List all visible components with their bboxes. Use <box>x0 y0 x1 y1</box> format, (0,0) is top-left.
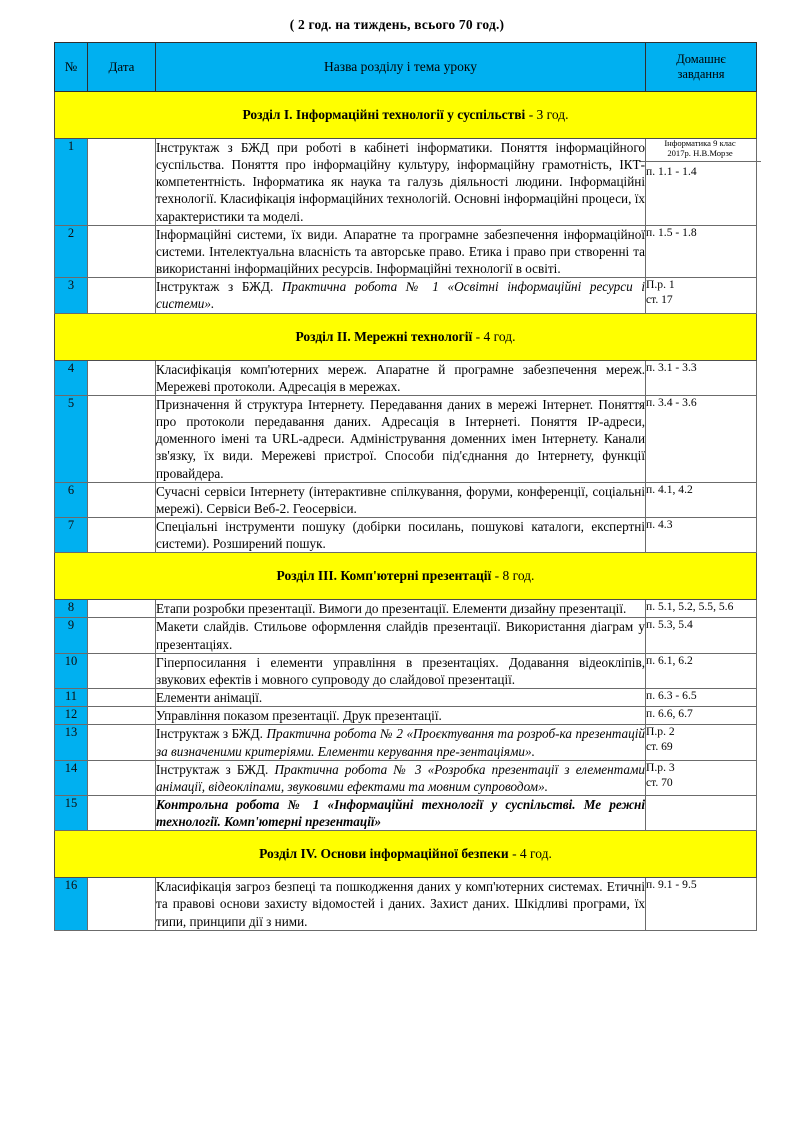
homework-reference: п. 3.1 - 3.3 <box>646 360 697 374</box>
table-row <box>55 878 757 930</box>
textbook-line-1: Інформатика 9 клас <box>664 138 736 148</box>
lesson-number-cell: 6 <box>55 482 88 517</box>
table-row <box>55 482 757 517</box>
lesson-theme-cell <box>156 139 646 226</box>
table-row <box>55 689 757 707</box>
lesson-theme-text: Управління показом презентації. Друк презентації. <box>156 708 442 724</box>
lesson-theme-cell <box>156 618 646 653</box>
homework-reference: п. 5.3, 5.4 <box>646 618 693 632</box>
homework-cell <box>646 600 757 618</box>
table-row <box>55 707 757 725</box>
lesson-date-cell[interactable] <box>88 878 156 930</box>
lesson-theme-text: Етапи розробки презентації. Вимоги до презентації. Елементи дизайну презентації. <box>156 601 627 617</box>
lesson-date-cell[interactable] <box>88 482 156 517</box>
section-heading-cell <box>55 831 757 878</box>
section-hours: - 3 год. <box>525 107 569 122</box>
table-row <box>55 618 757 653</box>
table-row <box>55 517 757 552</box>
homework-reference: п. 1.1 - 1.4 <box>646 164 697 178</box>
table-header-row <box>55 43 757 92</box>
homework-reference: п. 6.1, 6.2 <box>646 653 693 667</box>
lesson-theme-text: Елементи анімації. <box>156 690 263 706</box>
lesson-number-cell: 7 <box>55 517 88 552</box>
table-row <box>55 653 757 688</box>
section-heading-cell <box>55 553 757 600</box>
lesson-number-cell: 9 <box>55 618 88 653</box>
section-hours: - 4 год. <box>472 328 516 344</box>
table-row <box>55 360 757 395</box>
section-heading-row <box>55 831 757 878</box>
lesson-theme-cell <box>156 878 646 930</box>
lesson-number-cell: 8 <box>55 600 88 618</box>
table-body <box>55 43 757 931</box>
lesson-theme-cell <box>156 395 646 482</box>
homework-reference: п. 5.1, 5.2, 5.5, 5.6 <box>646 600 734 614</box>
lesson-theme-italic: Практична робота № 2 «Проєктування та розроб-ка презентацій за визначеними критеріями. Елементи керування пре-зентаціями». <box>156 726 645 759</box>
lesson-date-cell[interactable] <box>88 395 156 482</box>
lesson-theme-cell <box>156 689 646 707</box>
homework-textbook-note <box>639 138 761 162</box>
homework-cell <box>646 517 757 552</box>
homework-reference: П.р. 1 <box>646 278 675 292</box>
lesson-number-cell: 14 <box>55 760 88 795</box>
lesson-date-cell[interactable] <box>88 139 156 226</box>
homework-cell <box>646 689 757 707</box>
lesson-date-cell[interactable] <box>88 796 156 831</box>
lesson-date-cell[interactable] <box>88 653 156 688</box>
section-title: Розділ ІІ. Мережні технології <box>295 328 473 344</box>
curriculum-table <box>54 42 757 931</box>
section-heading-cell <box>55 313 757 360</box>
lesson-theme-cell <box>156 517 646 552</box>
lesson-theme-cell <box>156 360 646 395</box>
lesson-theme-prefix: Інструктаж з БЖД. <box>156 726 267 742</box>
lesson-number-cell: 12 <box>55 707 88 725</box>
column-header-date: Дата <box>88 43 156 92</box>
homework-reference: ст. 69 <box>646 740 673 754</box>
lesson-theme-cell <box>156 760 646 795</box>
lesson-date-cell[interactable] <box>88 278 156 313</box>
lesson-theme-cell <box>156 707 646 725</box>
homework-cell <box>646 653 757 688</box>
lesson-date-cell[interactable] <box>88 618 156 653</box>
table-row <box>55 278 757 313</box>
homework-reference: ст. 70 <box>646 775 673 789</box>
homework-reference: п. 4.3 <box>646 517 673 531</box>
section-title: Розділ ІІІ. Комп'ютерні презентації <box>276 568 492 584</box>
lesson-theme-text: Спеціальні інструменти пошуку (добірки посилань, пошукові каталоги, експертні системи). Розширений пошук. <box>156 518 645 552</box>
lesson-date-cell[interactable] <box>88 725 156 760</box>
homework-reference: п. 6.3 - 6.5 <box>646 689 697 703</box>
section-heading-row <box>55 313 757 360</box>
homework-reference: п. 9.1 - 9.5 <box>646 878 697 892</box>
section-heading-row <box>55 92 757 139</box>
textbook-line-2: 2017р. Н.В.Морзе <box>667 148 733 159</box>
section-hours: - 8 год. <box>491 568 535 584</box>
section-title: Розділ ІV. Основи інформаційної безпеки <box>259 846 509 862</box>
homework-cell <box>646 360 757 395</box>
homework-reference: ст. 17 <box>646 293 673 307</box>
section-title: Розділ І. Інформаційні технології у суспільстві <box>242 107 526 122</box>
lesson-number-cell: 3 <box>55 278 88 313</box>
homework-reference: п. 3.4 - 3.6 <box>646 395 697 409</box>
homework-cell <box>646 225 757 277</box>
homework-reference: П.р. 2 <box>646 725 675 739</box>
lesson-theme-cell <box>156 796 646 831</box>
lesson-number-cell: 16 <box>55 878 88 930</box>
column-header-theme: Назва розділу і тема уроку <box>156 43 646 92</box>
lesson-number-cell: 11 <box>55 689 88 707</box>
homework-reference: п. 1.5 - 1.8 <box>646 225 697 239</box>
lesson-number-cell: 10 <box>55 653 88 688</box>
lesson-theme-cell <box>156 653 646 688</box>
table-row <box>55 139 757 226</box>
lesson-number-cell: 13 <box>55 725 88 760</box>
table-row <box>55 395 757 482</box>
lesson-theme-text: Інформаційні системи, їх види. Апаратне та програмне забезпечення інформаційної системи. Інтелектуальна власність та авторське право. Етика і право при створенні та використанні інформаційних ресурсів. Інформаційні технології в освіті. <box>156 226 645 277</box>
section-heading-row <box>55 553 757 600</box>
section-heading-cell <box>55 92 757 139</box>
lesson-theme-text: Призначення й структура Інтернету. Передавання даних в мережі Інтернет. Поняття про протоколи передавання даних. Адресація в Інтернеті. Поняття IP-адреси, доменного імені та URL-адреси. Адміністрування доменних імен Інтернету. Канали зв'язку, їх види. Мережеві пристрої. Способи під'єднання до Інтернету, функції провайдера. <box>156 396 645 481</box>
homework-cell <box>646 395 757 482</box>
lesson-theme-cell <box>156 725 646 760</box>
homework-reference: п. 4.1, 4.2 <box>646 482 693 496</box>
lesson-date-cell[interactable] <box>88 360 156 395</box>
lesson-theme-cell <box>156 600 646 618</box>
page-title: ( 2 год. на тиждень, всього 70 год.) <box>289 17 505 32</box>
homework-cell <box>646 796 757 831</box>
lesson-theme-prefix: Інструктаж з БЖД. <box>156 761 275 777</box>
homework-cell <box>646 707 757 725</box>
lesson-theme-cell <box>156 278 646 313</box>
lesson-number-cell: 1 <box>55 139 88 226</box>
homework-reference: П.р. 3 <box>646 760 675 774</box>
homework-reference: п. 6.6, 6.7 <box>646 707 693 721</box>
lesson-theme-text: Класифікація комп'ютерних мереж. Апаратне й програмне забезпечення мереж. Мережеві протоколи. Адресація в мережах. <box>156 361 645 394</box>
table-row <box>55 600 757 618</box>
lesson-theme-italic: Практична робота № 3 «Розробка презентації з елементами анімації, відеокліпами, звуковими ефектами та мовним супроводом». <box>156 761 645 794</box>
section-hours: - 4 год. <box>508 846 552 862</box>
table-row <box>55 760 757 795</box>
column-header-homework <box>646 43 757 92</box>
lesson-date-cell[interactable] <box>88 600 156 618</box>
table-row <box>55 796 757 831</box>
lesson-number-cell: 15 <box>55 796 88 831</box>
lesson-number-cell: 2 <box>55 225 88 277</box>
lesson-theme-cell <box>156 225 646 277</box>
table-row <box>55 225 757 277</box>
lesson-date-cell[interactable] <box>88 225 156 277</box>
homework-cell <box>646 725 757 760</box>
lesson-theme-text: Макети слайдів. Стильове оформлення слайдів презентації. Використання діаграм у презентаціях. <box>156 619 645 652</box>
lesson-theme-cell <box>156 482 646 517</box>
lesson-date-cell[interactable] <box>88 517 156 552</box>
lesson-theme-prefix: Інструктаж з БЖД. <box>156 279 282 295</box>
homework-cell <box>646 139 757 226</box>
homework-header-line2: завдання <box>677 67 725 81</box>
lesson-theme-italic: Практична робота № 1 «Освітні інформаційні ресурси і системи». <box>156 279 645 312</box>
lesson-number-cell: 5 <box>55 395 88 482</box>
lesson-date-cell[interactable] <box>88 689 156 707</box>
homework-cell <box>646 878 757 930</box>
lesson-theme-bolditalic: Контрольна робота № 1 «Інформаційні технології у суспільстві. Ме режні технології. Комп'ютерні презентації» <box>156 797 645 830</box>
lesson-date-cell[interactable] <box>88 760 156 795</box>
lesson-theme-text: Класифікація загроз безпеці та пошкодження даних у комп'ютерних системах. Етичні та правові основи захисту відомостей і даних. Захист даних. Шкідливі програми, їх типи, принципи дії з ними. <box>156 879 645 929</box>
column-header-number: № <box>55 43 88 92</box>
lesson-number-cell: 4 <box>55 360 88 395</box>
homework-header-line1: Домашнє <box>676 52 726 67</box>
homework-cell <box>646 760 757 795</box>
lesson-theme-text: Сучасні сервіси Інтернету (інтерактивне спілкування, форуми, конференції, соціальні мережі). Сервіси Веб-2. Геосервіси. <box>156 483 645 516</box>
lesson-date-cell[interactable] <box>88 707 156 725</box>
lesson-theme-text: Гіперпосилання і елементи управління в презентаціях. Додавання відеокліпів, звукових ефектів і мовного супроводу до слайдової презентації. <box>156 654 645 687</box>
homework-cell <box>646 482 757 517</box>
homework-cell <box>646 278 757 313</box>
lesson-theme-text: Інструктаж з БЖД при роботі в кабінеті інформатики. Поняття інформаційного суспільства. Поняття про інформаційну культуру, інформаційну грамотність, ІКТ-компетентність. Інформатика як наука та галузь діяльності людини. Інформаційні технології. Класифікація інформаційних технологій. Основні інформаційні процеси, їх характеристики та моделі. <box>156 140 645 224</box>
table-row <box>55 725 757 760</box>
homework-cell <box>646 618 757 653</box>
